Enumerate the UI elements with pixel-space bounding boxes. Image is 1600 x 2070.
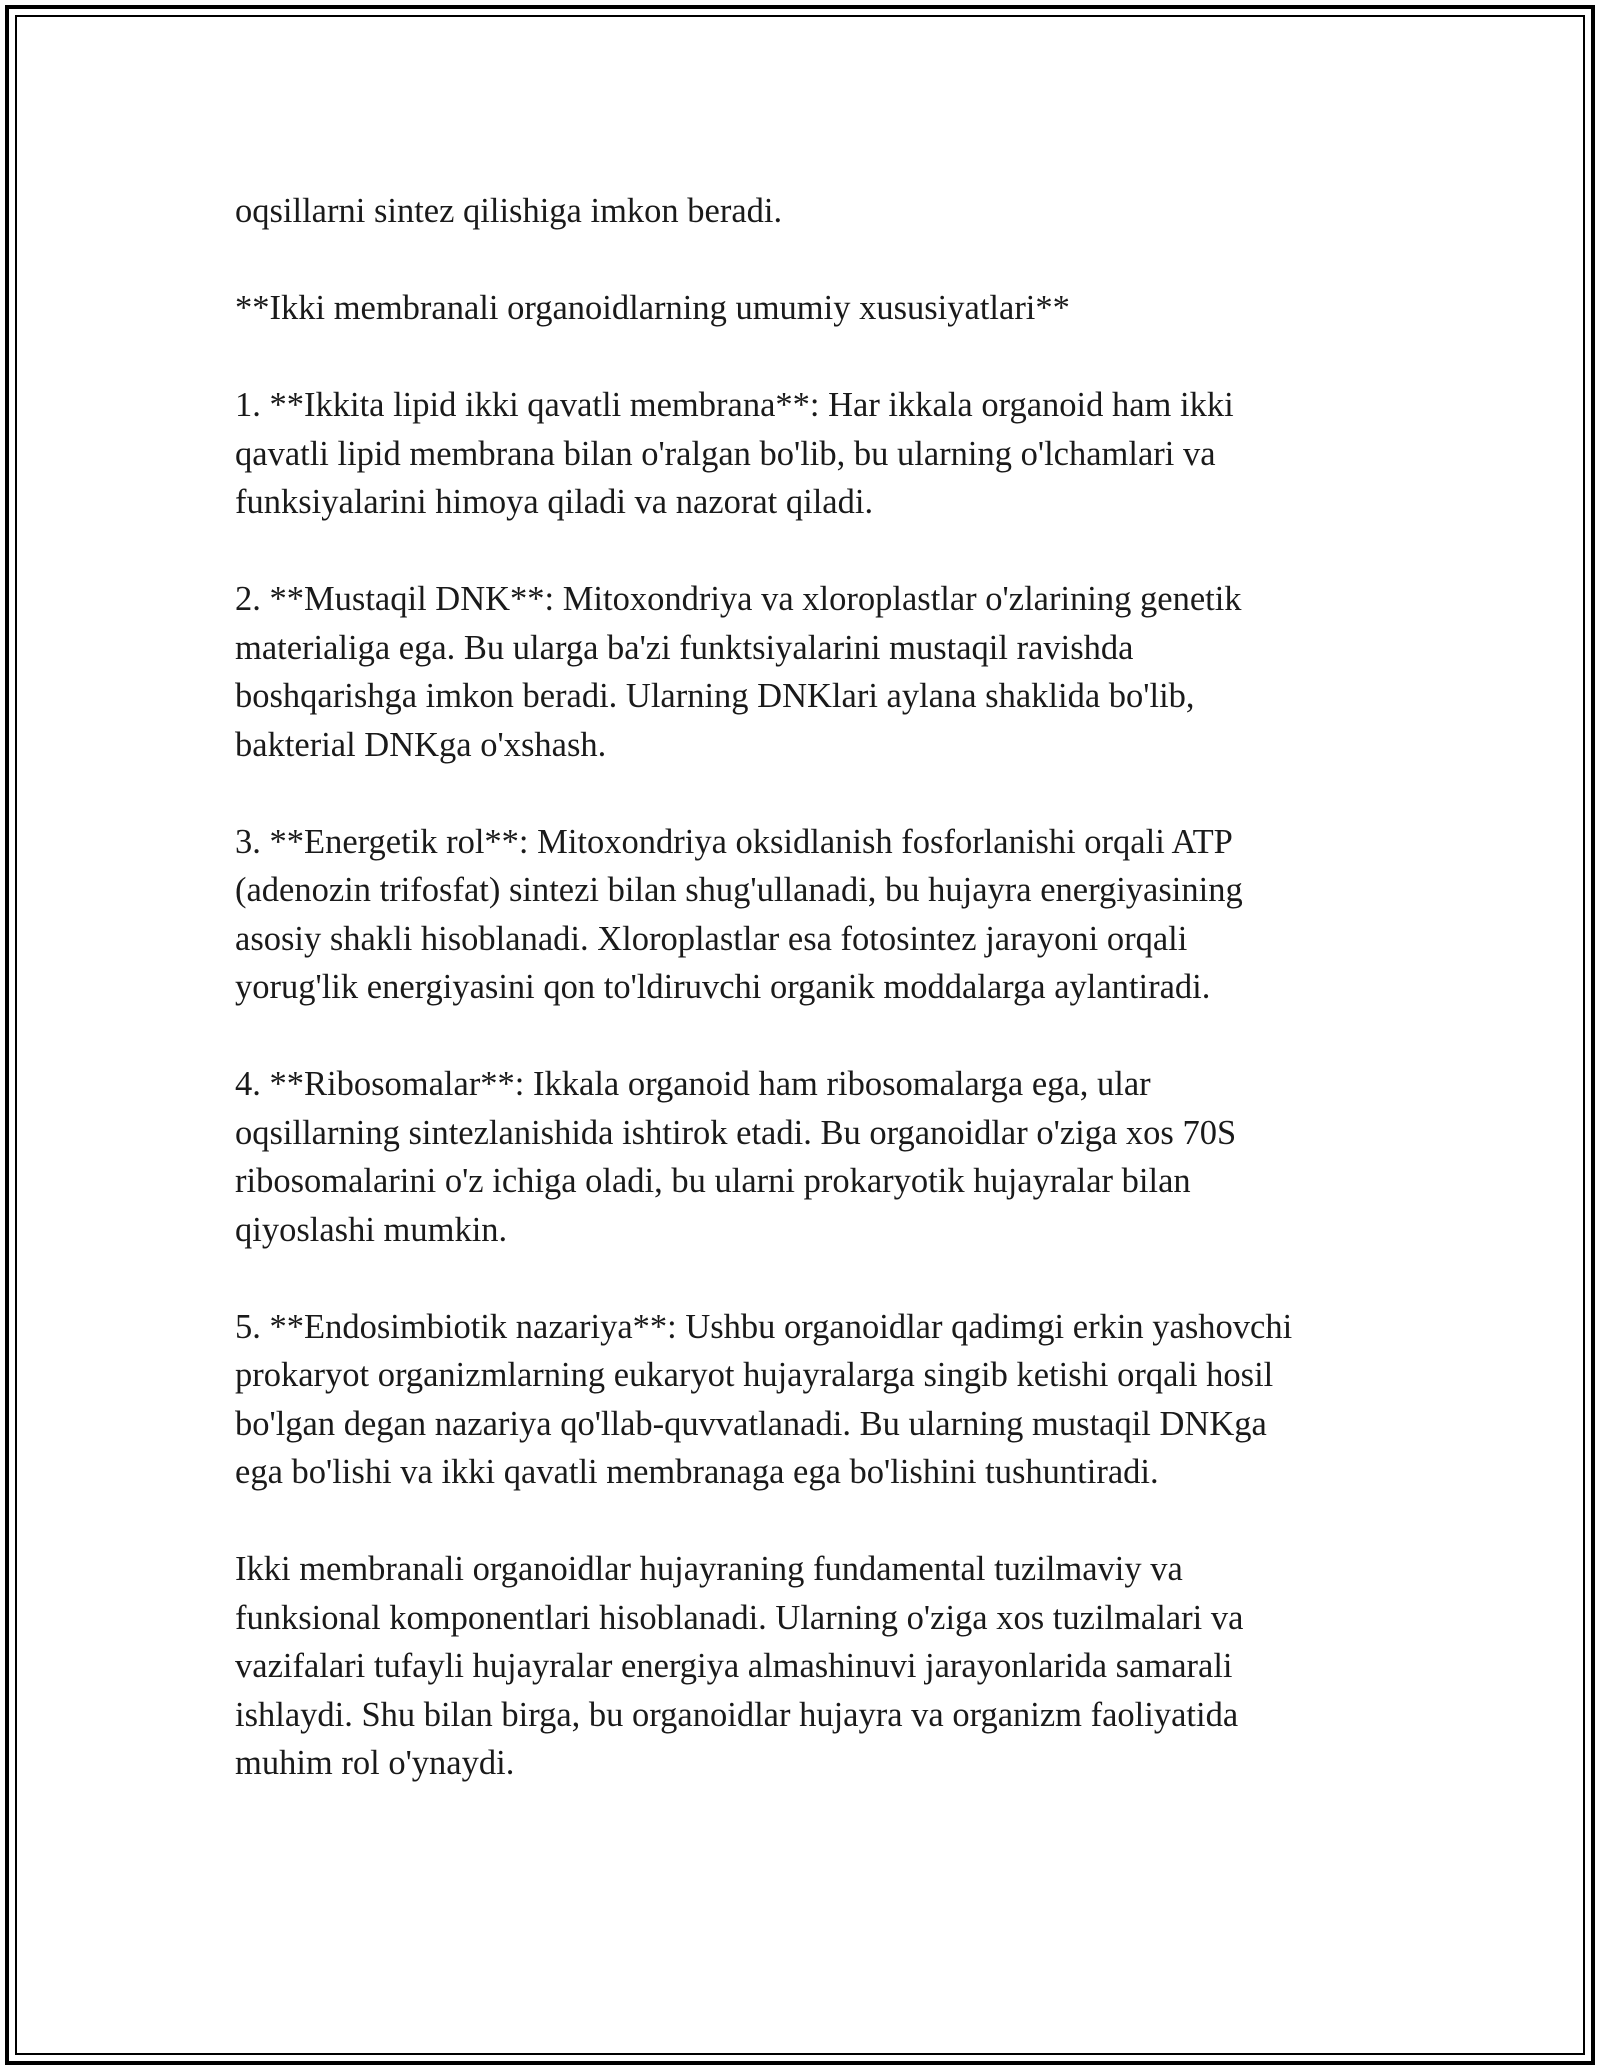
text-line: bakterial DNKga o'xshash. xyxy=(235,725,607,764)
text-line: qiyoslashi mumkin. xyxy=(235,1210,508,1249)
list-item-5 xyxy=(235,1303,1375,1497)
list-item-1 xyxy=(235,381,1375,527)
paragraph-conclusion xyxy=(235,1545,1375,1788)
text-line: prokaryot organizmlarning eukaryot hujayralarga singib ketishi orqali hosil xyxy=(235,1356,1274,1394)
text-line: **Ikki membranali organoidlarning umumiy xususiyatlari** xyxy=(235,289,1070,327)
text-line: ishlaydi. Shu bilan birga, bu organoidlar hujayra va organizm faoliyatida xyxy=(235,1695,1239,1734)
text-line: Ikki membranali organoidlar hujayraning fundamental tuzilmaviy va xyxy=(235,1550,1183,1588)
text-line: qavatli lipid membrana bilan o'ralgan bo'lib, bu ularning o'lchamlari va xyxy=(235,434,1216,473)
text-line: 4. **Ribosomalar**: Ikkala organoid ham ribosomalarga ega, ular xyxy=(235,1065,1151,1103)
text-line: 1. **Ikkita lipid ikki qavatli membrana**: Har ikkala organoid ham ikki xyxy=(235,386,1234,424)
list-item-3 xyxy=(235,818,1375,1012)
text-line: oqsillarning sintezlanishida ishtirok etadi. Bu organoidlar o'ziga xos 70S xyxy=(235,1113,1237,1152)
text-line: funksional komponentlari hisoblanadi. Ularning o'ziga xos tuzilmalari va xyxy=(235,1598,1244,1637)
text-line: materialiga ega. Bu ularga ba'zi funktsiyalarini mustaqil ravishda xyxy=(235,628,1134,667)
text-line: 2. **Mustaqil DNK**: Mitoxondriya va xloroplastlar o'zlarining genetik xyxy=(235,580,1242,618)
paragraph-intro-continuation xyxy=(235,187,1375,236)
text-line: bo'lgan degan nazariya qo'llab-quvvatlanadi. Bu ularning mustaqil DNKga xyxy=(235,1404,1267,1443)
text-line: asosiy shakli hisoblanadi. Xloroplastlar esa fotosintez jarayoni orqali xyxy=(235,919,1188,958)
text-line: 5. **Endosimbiotik nazariya**: Ushbu organoidlar qadimgi erkin yashovchi xyxy=(235,1307,1293,1346)
text-line: oqsillarni sintez qilishiga imkon beradi. xyxy=(235,192,783,230)
text-line: funksiyalarini himoya qiladi va nazorat qiladi. xyxy=(235,483,874,521)
text-line: 3. **Energetik rol**: Mitoxondriya oksidlanish fosforlanishi orqali ATP xyxy=(235,822,1233,861)
text-line: vazifalari tufayli hujayralar energiya almashinuvi jarayonlarida samarali xyxy=(235,1647,1233,1685)
text-line: ribosomalarini o'z ichiga oladi, bu ularni prokaryotik hujayralar bilan xyxy=(235,1162,1191,1200)
text-line: ega bo'lishi va ikki qavatli membranaga ega bo'lishini tushuntiradi. xyxy=(235,1453,1159,1491)
text-line: (adenozin trifosfat) sintezi bilan shug'ullanadi, bu hujayra energiyasining xyxy=(235,871,1243,909)
document-body xyxy=(235,187,1375,1836)
section-heading xyxy=(235,284,1375,333)
list-item-2 xyxy=(235,575,1375,769)
text-line: boshqarishga imkon beradi. Ularning DNKlari aylana shaklida bo'lib, xyxy=(235,677,1195,715)
list-item-4 xyxy=(235,1060,1375,1254)
text-line: yorug'lik energiyasini qon to'ldiruvchi organik moddalarga aylantiradi. xyxy=(235,968,1211,1006)
text-line: muhim rol o'ynaydi. xyxy=(235,1744,515,1782)
